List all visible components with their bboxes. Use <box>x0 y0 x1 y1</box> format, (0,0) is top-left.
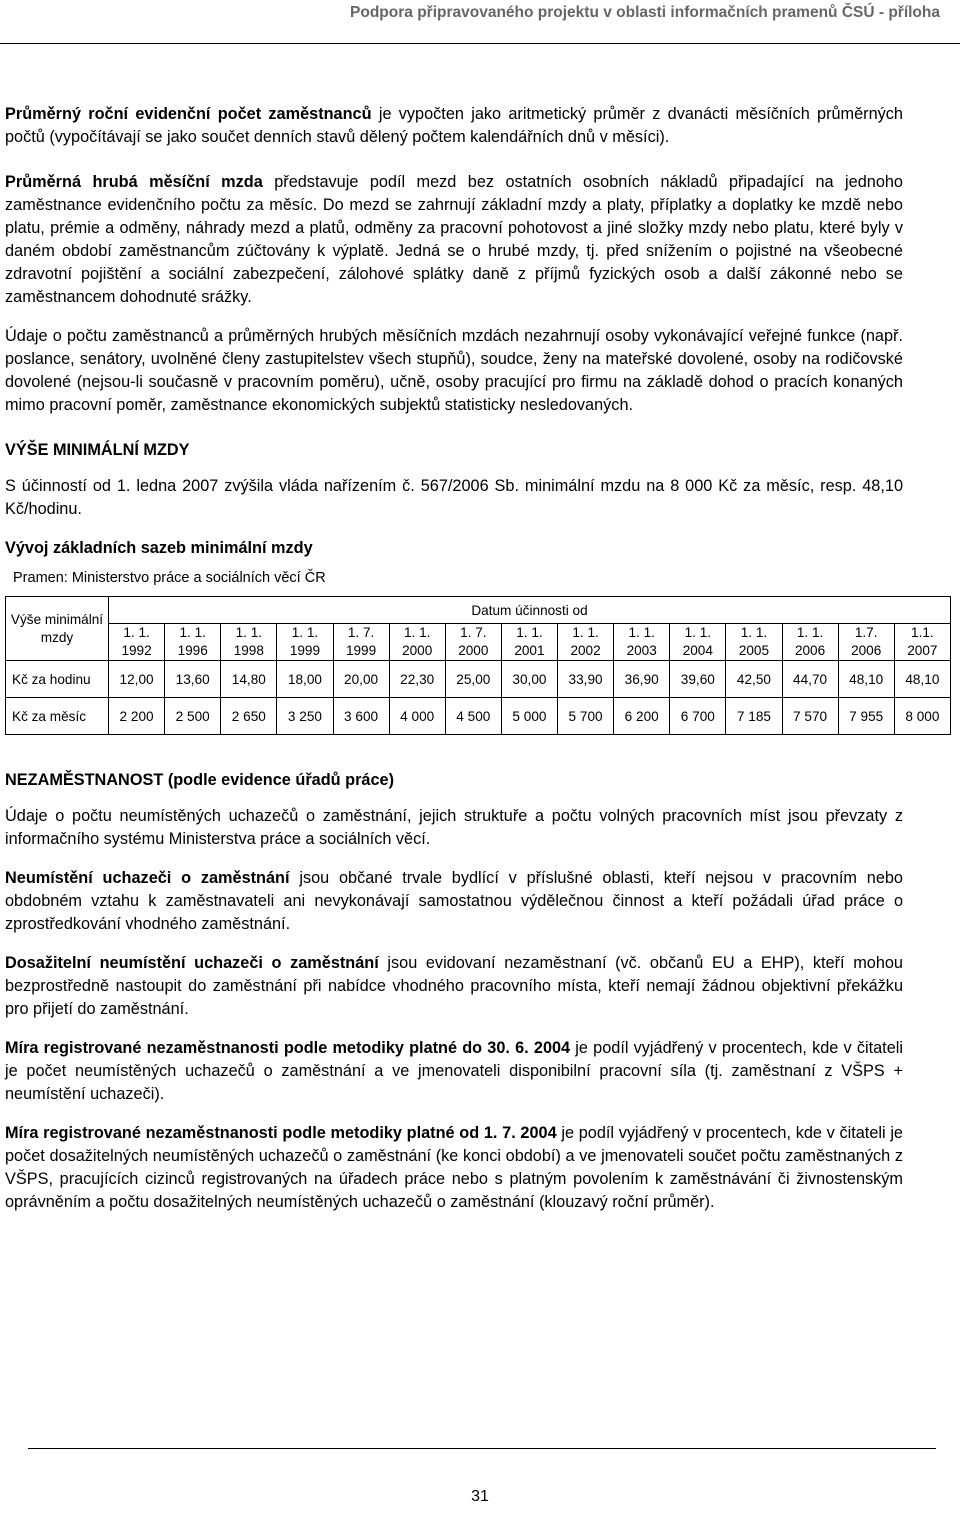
definition-rate-after-2004: je podíl vyjádřený v procentech, kde v čitateli je počet dosažitelných neumístěných uchazečů o zaměstnání (ke konci období) a ve jmenovateli součet počtu zaměstnaných z VŠPS, pracujících cizinců registrovaných na úřadech práce nebo s platným povolením k zaměstnávání či živnostenským oprávněním a počtu dosažitelných neumístěných uchazečů o zaměstnání (klouzavý roční průměr). <box>5 1124 903 1211</box>
table-date-cell <box>221 624 277 661</box>
page-number: 31 <box>471 1488 489 1505</box>
table-date-cell <box>894 624 950 661</box>
table-cell: 2 200 <box>109 698 165 735</box>
table-source: Pramen: Ministerstvo práce a sociálních věcí ČR <box>13 570 326 586</box>
term-available-applicants: Dosažitelní neumístění uchazeči o zaměstnání <box>5 954 379 972</box>
table-cell: 4 500 <box>445 698 501 735</box>
term-rate-after-2004: Míra registrované nezaměstnanosti podle metodiky platné od 1. 7. 2004 <box>5 1124 557 1142</box>
table-date-cell <box>614 624 670 661</box>
term-unplaced-applicants: Neumístění uchazeči o zaměstnání <box>5 869 290 887</box>
date-year: 2004 <box>682 643 713 658</box>
footer-rule <box>28 1448 936 1449</box>
page-header <box>0 2 960 44</box>
paragraph-unplaced-applicants <box>5 867 903 936</box>
table-cell: 7 185 <box>726 698 782 735</box>
date-year: 2003 <box>626 643 657 658</box>
table-cell: 20,00 <box>333 661 389 698</box>
term-average-wage: Průměrná hrubá měsíční mzda <box>5 173 263 191</box>
date-day-month: 1. 1. <box>572 625 599 640</box>
date-day-month: 1. 1. <box>235 625 263 640</box>
date-year: 1999 <box>289 643 321 658</box>
date-day-month: 1. 1. <box>291 625 319 640</box>
table-cell: 2 500 <box>165 698 221 735</box>
date-day-month: 1.7. <box>854 625 878 640</box>
table-date-cell <box>389 624 445 661</box>
table-cell: 13,60 <box>165 661 221 698</box>
definition-unplaced-applicants: jsou občané trvale bydlící v příslušné oblasti, kteří nejsou v pracovním nebo obdobném vztahu k zaměstnavateli ani nevykonávají samostatnou výdělečnou činnost a kteří požádali úřad práce o zprostředkování vhodného zaměstnání. <box>5 869 903 933</box>
table-date-cell <box>333 624 389 661</box>
table-cell: 3 600 <box>333 698 389 735</box>
table-date-cell <box>838 624 894 661</box>
paragraph-min-wage: S účinností od 1. ledna 2007 zvýšila vláda nařízením č. 567/2006 Sb. minimální mzdu na 8 000 Kč za měsíc, resp. 48,10 Kč/hodinu. <box>5 477 903 518</box>
paragraph-average-wage <box>5 171 903 309</box>
table-date-cell <box>670 624 726 661</box>
table-cell: 2 650 <box>221 698 277 735</box>
section-heading-unemployment: NEZAMĚSTNANOST (podle evidence úřadů práce) <box>5 771 395 789</box>
table-title: Vývoj základních sazeb minimální mzdy <box>5 539 313 557</box>
min-wage-table <box>5 596 951 735</box>
paragraph-rate-before-2004 <box>5 1037 903 1106</box>
table-cell: 48,10 <box>894 661 950 698</box>
table-date-cell <box>558 624 614 661</box>
date-day-month: 1. 1. <box>403 625 431 640</box>
date-year: 2000 <box>402 643 433 658</box>
paragraph-unemployment-source: Údaje o počtu neumístěných uchazečů o zaměstnání, jejich struktuře a počtu volných pracovních míst jsou převzaty z informačního systému Ministerstva práce a sociálních věcí. <box>5 807 903 848</box>
table-date-cell <box>726 624 782 661</box>
date-year: 2000 <box>458 643 489 658</box>
table-cell: 4 000 <box>389 698 445 735</box>
table-date-header: Datum účinnosti od <box>109 597 951 624</box>
document-body <box>5 103 940 1230</box>
section-heading-min-wage: VÝŠE MINIMÁLNÍ MZDY <box>5 441 190 459</box>
date-year: 2006 <box>851 643 882 658</box>
table-cell: 6 200 <box>614 698 670 735</box>
table-row <box>6 698 951 735</box>
table-row-label: Kč za hodinu <box>6 661 109 698</box>
date-year: 2007 <box>907 643 938 658</box>
definition-rate-before-2004: je podíl vyjádřený v procentech, kde v čitateli je počet neumístěných uchazečů o zaměstnání a ve jmenovateli disponibilní pracovní síla (tj. zaměstnaní z VŠPS + neumístění uchazeči). <box>5 1039 903 1103</box>
date-day-month: 1. 1. <box>684 625 712 640</box>
date-day-month: 1. 1. <box>628 625 655 640</box>
table-date-cell <box>445 624 501 661</box>
table-cell: 42,50 <box>726 661 782 698</box>
table-date-cell <box>109 624 165 661</box>
date-year: 1996 <box>177 643 208 658</box>
table-cell: 33,90 <box>558 661 614 698</box>
table-cell: 7 570 <box>782 698 838 735</box>
table-date-cell <box>165 624 221 661</box>
paragraph-exclusions: Údaje o počtu zaměstnanců a průměrných hrubých měsíčních mzdách nezahrnují osoby vykonávající veřejné funkce (např. poslance, senátory, uvolněné členy zastupitelstev všech stupňů), soudce, ženy na mateřské dovolené, osoby na rodičovské dovolené (nejsou-li současně v pracovním poměru), učně, osoby pracující pro firmu na základě dohod o pracích konaných mimo pracovní poměr, zaměstnance ekonomických subjektů statisticky nesledovaných. <box>5 327 903 414</box>
date-year: 1999 <box>345 643 377 658</box>
date-day-month: 1.1. <box>911 625 934 640</box>
table-header-row <box>6 597 951 624</box>
date-year: 2006 <box>794 643 826 658</box>
table-date-cell <box>277 624 333 661</box>
table-row-label: Kč za měsíc <box>6 698 109 735</box>
definition-average-wage: představuje podíl mezd bez ostatních osobních nákladů připadající na jednoho zaměstnance evidenčního počtu za měsíc. Do mezd se zahrnují základní mzdy a platy, příplatky a doplatky ke mzdě nebo platu, prémie a odměny, náhrady mezd a platů, odměny za pracovní pohotovost a jiné složky mzdy nebo platu, které byly v daném období zaměstnancům zúčtovány k výplatě. Jedná se o hrubé mzdy, tj. před snížením o pojistné na všeobecné zdravotní pojištění a sociální zabezpečení, zálohové splátky daně z příjmů fyzických osob a další zákonné nebo se zaměstnancem dohodnuté srážky. <box>5 173 903 306</box>
term-employee-count: Průměrný roční evidenční počet zaměstnanců <box>5 105 372 123</box>
table-cell: 8 000 <box>894 698 950 735</box>
date-day-month: 1. 1. <box>516 625 543 640</box>
date-day-month: 1. 1. <box>123 625 150 640</box>
date-day-month: 1. 7. <box>460 625 487 640</box>
table-date-cell <box>782 624 838 661</box>
date-year: 2001 <box>514 643 545 658</box>
table-cell: 5 000 <box>501 698 557 735</box>
table-cell: 22,30 <box>389 661 445 698</box>
date-year: 2002 <box>570 643 601 658</box>
table-cell: 18,00 <box>277 661 333 698</box>
date-year: 1998 <box>233 643 264 658</box>
date-day-month: 1. 7. <box>347 625 375 640</box>
table-cell: 39,60 <box>670 661 726 698</box>
header-title: Podpora připravovaného projektu v oblasti informačních pramenů ČSÚ - příloha <box>350 4 940 21</box>
table-cell: 36,90 <box>614 661 670 698</box>
paragraph-available-applicants <box>5 952 903 1021</box>
table-cell: 7 955 <box>838 698 894 735</box>
definition-available-applicants: jsou evidovaní nezaměstnaní (vč. občanů EU a EHP), kteří mohou bezprostředně nastoupit do zaměstnání při nabídce vhodného pracovního místa, kteří nemají žádnou objektivní překážku pro přijetí do zaměstnání. <box>5 954 903 1018</box>
table-cell: 5 700 <box>558 698 614 735</box>
table-row <box>6 661 951 698</box>
table-cell: 25,00 <box>445 661 501 698</box>
definition-employee-count: je vypočten jako aritmetický průměr z dvanácti měsíčních průměrných počtů (vypočítávají se jako součet denních stavů dělený počtem kalendářních dnů v měsíci). <box>5 105 903 146</box>
paragraph-rate-after-2004 <box>5 1122 903 1214</box>
table-cell: 14,80 <box>221 661 277 698</box>
table-cell: 30,00 <box>501 661 557 698</box>
date-year: 2005 <box>738 643 770 658</box>
date-day-month: 1. 1. <box>179 625 206 640</box>
table-corner-label: Výše minimální mzdy <box>6 597 109 661</box>
date-day-month: 1. 1. <box>796 625 824 640</box>
table-cell: 44,70 <box>782 661 838 698</box>
table-cell: 3 250 <box>277 698 333 735</box>
date-day-month: 1. 1. <box>740 625 768 640</box>
table-cell: 12,00 <box>109 661 165 698</box>
table-cell: 6 700 <box>670 698 726 735</box>
paragraph-employee-count <box>5 103 903 149</box>
table-date-cell <box>501 624 557 661</box>
table-dates-row <box>6 624 951 661</box>
date-year: 1992 <box>121 643 152 658</box>
table-cell: 48,10 <box>838 661 894 698</box>
term-rate-before-2004: Míra registrované nezaměstnanosti podle metodiky platné do 30. 6. 2004 <box>5 1039 571 1057</box>
